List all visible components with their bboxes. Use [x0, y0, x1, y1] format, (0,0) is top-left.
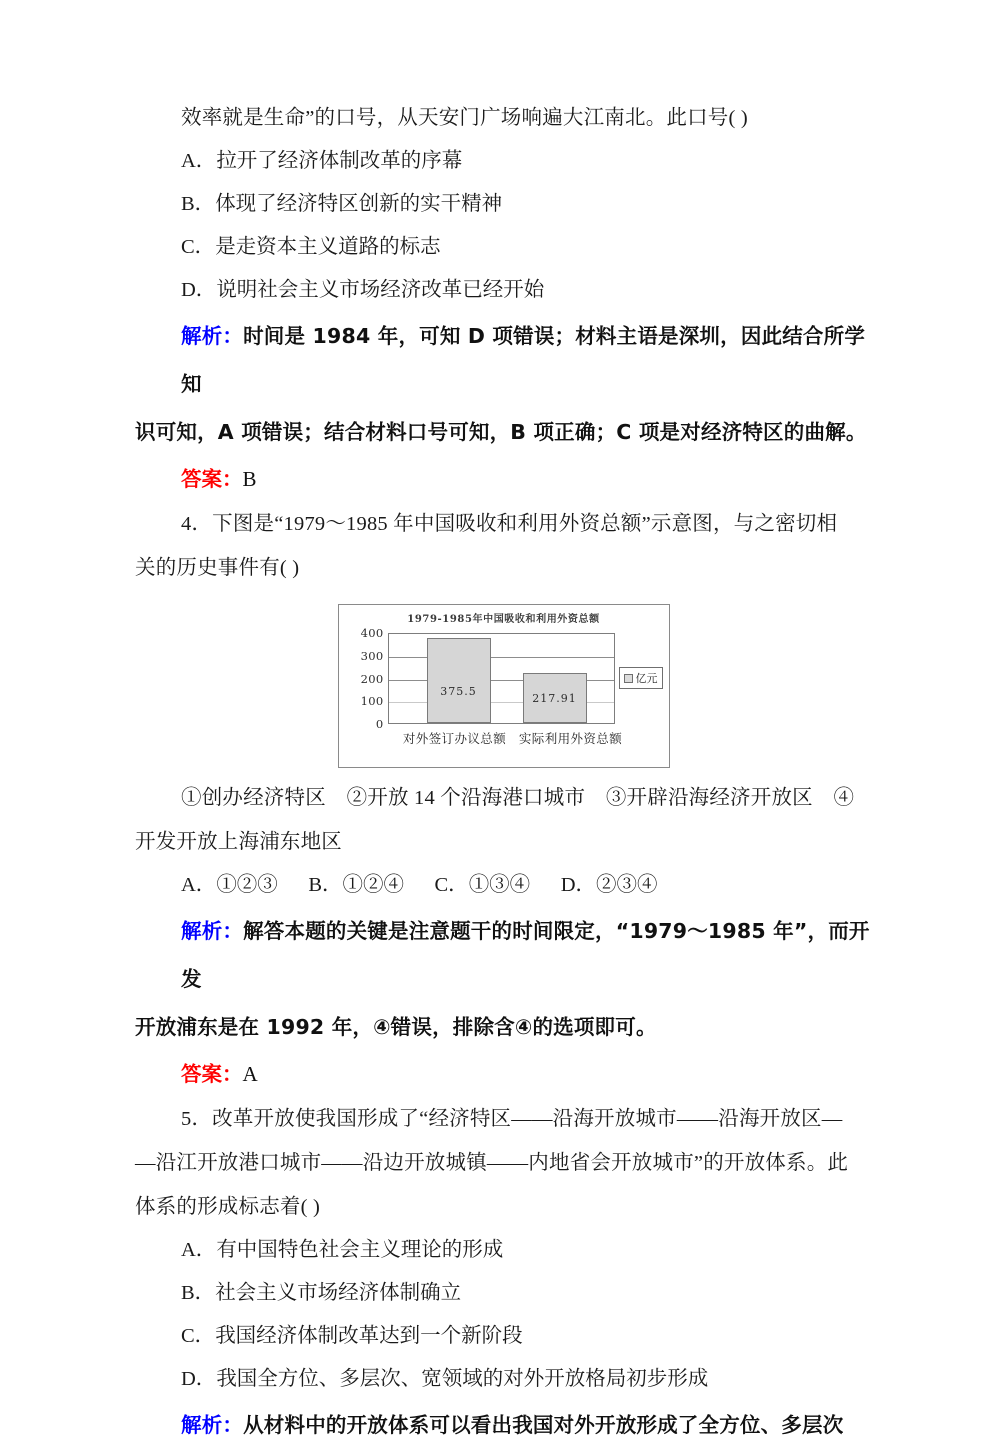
chart-gridline-300: [389, 657, 614, 658]
chart-ytick-100: 100: [360, 694, 384, 709]
chart-bar-1: [427, 638, 491, 723]
q3-option-d: [135, 269, 872, 312]
q3-analysis-label: 解析：: [181, 324, 244, 348]
q3-answer-label: 答案：: [181, 467, 243, 491]
legend-swatch-icon: [624, 674, 633, 683]
q5-option-a-text: 有中国特色社会主义理论的形成: [216, 1239, 504, 1261]
q4-option-d-text: ②③④: [596, 874, 658, 896]
q5-option-a-mark: A．: [181, 1239, 217, 1261]
q5-option-c: [135, 1315, 872, 1358]
q5-analysis-text-1: 从材料中的开放体系可以看出我国对外开放形成了全方位、多层次: [243, 1413, 844, 1437]
q3-option-d-text: 说明社会主义市场经济改革已经开始: [216, 279, 545, 301]
q5-option-b-text: 社会主义市场经济体制确立: [215, 1282, 462, 1304]
q3-option-a-mark: A．: [181, 150, 217, 172]
q4-analysis-line-1: [135, 907, 872, 1003]
q3-option-b-text: 体现了经济特区创新的实干精神: [215, 193, 503, 215]
q4-answer: [135, 1051, 872, 1097]
foreign-capital-bar-chart: [338, 604, 670, 768]
q3-option-c-mark: C．: [181, 236, 216, 258]
q3-option-b: [135, 183, 872, 226]
q4-option-b-text: ①②④: [342, 874, 404, 896]
chart-ytick-300: 300: [360, 648, 384, 663]
q5-analysis-label: 解析：: [181, 1413, 244, 1437]
chart-ytick-200: 200: [360, 671, 384, 686]
chart-bar-1-value: 375.5: [440, 684, 477, 698]
q4-number: 4．: [181, 513, 213, 535]
q4-analysis-line-2: [135, 1003, 872, 1051]
q4-analysis-label: 解析：: [181, 919, 244, 943]
q4-items-line-1: ①创办经济特区 ②开放 14 个沿海港口城市 ③开辟沿海经济开放区 ④: [181, 787, 855, 809]
chart-plot-area: [388, 633, 615, 724]
q3-analysis-line-2: [135, 408, 872, 456]
q4-option-a-mark: A．: [181, 874, 217, 896]
q3-answer-value: B: [242, 467, 257, 491]
chart-title: 1979-1985年中国吸收和利用外资总额: [407, 614, 600, 625]
q5-stem-line-3: 体系的形成标志着( ): [135, 1196, 320, 1218]
chart-legend-entry: 亿元: [635, 672, 658, 685]
q3-option-b-mark: B．: [181, 193, 216, 215]
q3-analysis-line-1: [135, 312, 872, 408]
chart-xlabel-1: 对外签订办议总额: [402, 731, 507, 746]
q3-analysis-text-1: 时间是 1984 年，可知 D 项错误；材料主语是深圳，因此结合所学知: [181, 324, 866, 396]
q3-stem-tail: 效率就是生命”的口号，从天安门广场响遍大江南北。此口号( ): [181, 107, 748, 129]
chart-legend: [619, 667, 663, 689]
q3-option-a-text: 拉开了经济体制改革的序幕: [216, 150, 463, 172]
q4-stem-text-1: 下图是“1979～1985 年中国吸收和利用外资总额”示意图，与之密切相: [212, 513, 838, 535]
q4-answer-label: 答案：: [181, 1062, 243, 1086]
q4-option-d-mark: D．: [560, 874, 596, 896]
q3-option-c-text: 是走资本主义道路的标志: [215, 236, 441, 258]
chart-bar-2: [523, 673, 587, 723]
q4-analysis-text-2: 开放浦东是在 1992 年，④错误，排除含④的选项即可。: [135, 1015, 657, 1039]
q5-option-b-mark: B．: [181, 1282, 216, 1304]
q4-analysis-text-1: 解答本题的关键是注意题干的时间限定，“1979～1985 年”，而开发: [181, 919, 870, 991]
q5-option-d-mark: D．: [181, 1368, 217, 1390]
q4-items-line-2: 开发开放上海浦东地区: [135, 831, 342, 853]
q3-option-a: [135, 140, 872, 183]
q3-answer: [135, 456, 872, 502]
q4-option-b-mark: B．: [308, 874, 343, 896]
q4-stem-line-1: [135, 502, 872, 546]
q4-option-a-text: ①②③: [216, 874, 278, 896]
q4-answer-value: A: [242, 1062, 258, 1086]
chart-ytick-0: 0: [375, 717, 384, 731]
q3-analysis-text-2: 识可知，A 项错误；结合材料口号可知，B 项正确；C 项是对经济特区的曲解。: [135, 420, 867, 444]
q5-option-d-text: 我国全方位、多层次、宽领域的对外开放格局初步形成: [216, 1368, 709, 1390]
q3-option-d-mark: D．: [181, 279, 217, 301]
q5-stem-text-1: 改革开放使我国形成了“经济特区——沿海开放城市——沿海开放区—: [212, 1108, 843, 1130]
q5-option-d: [135, 1358, 872, 1401]
q5-analysis-line-1: [135, 1401, 872, 1449]
q4-option-c-text: ①③④: [468, 874, 531, 896]
chart-ytick-400: 400: [360, 626, 384, 640]
chart-xlabel-2: 实际利用外资总额: [518, 731, 623, 746]
q5-number: 5．: [181, 1108, 213, 1130]
q4-stem-line-2: 关的历史事件有( ): [135, 557, 300, 579]
q5-stem-line-2: —沿江开放港口城市——沿边开放城镇——内地省会开放城市”的开放体系。此: [135, 1152, 849, 1174]
q5-option-c-mark: C．: [181, 1325, 216, 1347]
chart-bar-2-value: 217.91: [532, 692, 577, 706]
q5-stem-line-1: [135, 1097, 872, 1141]
q3-option-c: [135, 226, 872, 269]
q4-options-row: [135, 864, 872, 907]
q4-figure-wrapper: [135, 604, 872, 768]
q5-option-a: [135, 1229, 872, 1272]
q4-option-c-mark: C．: [434, 874, 469, 896]
q5-option-b: [135, 1272, 872, 1315]
q5-option-c-text: 我国经济体制改革达到一个新阶段: [215, 1325, 523, 1347]
